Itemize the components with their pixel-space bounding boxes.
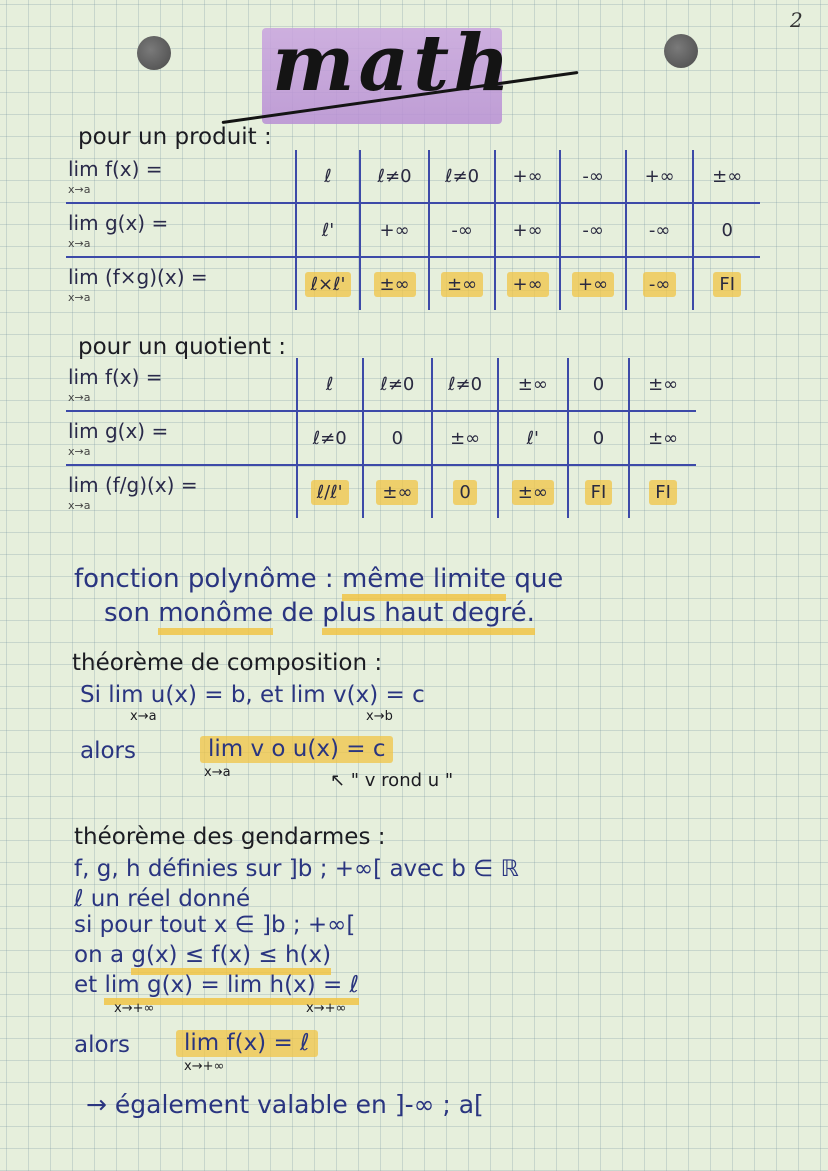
binder-hole-left bbox=[137, 36, 171, 70]
polynome-text: que bbox=[514, 564, 564, 594]
gendarmes-line-6-label: alors bbox=[74, 1032, 130, 1058]
composition-sub-a: x→a bbox=[130, 709, 157, 724]
table-cell: FI bbox=[568, 465, 630, 518]
quotient-table bbox=[66, 358, 696, 518]
table-cell: ±∞ bbox=[693, 150, 760, 203]
table-cell: ±∞ bbox=[360, 257, 430, 310]
gendarmes-line-7: → également valable en ]-∞ ; a[ bbox=[86, 1090, 484, 1119]
table-cell: -∞ bbox=[626, 257, 694, 310]
composition-result: lim v o u(x) = c bbox=[200, 736, 393, 763]
product-table bbox=[66, 150, 760, 310]
table-cell: ℓ≠0 bbox=[432, 358, 498, 411]
row-label: lim f(x) = x→a bbox=[66, 150, 296, 203]
composition-line-1: Si lim u(x) = b, et lim v(x) = c bbox=[80, 682, 425, 708]
composition-note: ↖ " v rond u " bbox=[330, 770, 454, 791]
table-cell: +∞ bbox=[495, 150, 561, 203]
table-cell: 0 bbox=[693, 203, 760, 257]
table-cell: 0 bbox=[363, 411, 433, 465]
table-row bbox=[66, 203, 760, 257]
table-cell: 0 bbox=[432, 465, 498, 518]
table-cell: +∞ bbox=[495, 203, 561, 257]
table-cell: ℓ' bbox=[498, 411, 568, 465]
table-cell: ℓ×ℓ' bbox=[296, 257, 359, 310]
table-cell: ±∞ bbox=[498, 465, 568, 518]
gendarmes-sub-b: x→+∞ bbox=[306, 1001, 347, 1016]
table-cell: 0 bbox=[568, 358, 630, 411]
polynome-text: son bbox=[104, 598, 150, 628]
table-cell: +∞ bbox=[495, 257, 561, 310]
table-cell: ±∞ bbox=[629, 358, 696, 411]
gendarmes-result: lim f(x) = ℓ bbox=[176, 1030, 318, 1057]
table-cell: -∞ bbox=[560, 150, 626, 203]
table-cell: FI bbox=[693, 257, 760, 310]
table-cell: ±∞ bbox=[363, 465, 433, 518]
table-cell: ℓ bbox=[297, 358, 363, 411]
table-cell: 0 bbox=[568, 411, 630, 465]
row-label: lim (f/g)(x) = x→a bbox=[68, 472, 198, 512]
table-cell: ℓ≠0 bbox=[360, 150, 430, 203]
table-cell: FI bbox=[629, 465, 696, 518]
composition-heading: théorème de composition : bbox=[72, 650, 383, 676]
table-cell: ℓ' bbox=[296, 203, 359, 257]
table-cell: -∞ bbox=[429, 203, 495, 257]
polynome-highlight: plus haut degré. bbox=[322, 598, 535, 635]
table-cell: ℓ≠0 bbox=[429, 150, 495, 203]
page-title: math bbox=[272, 18, 514, 109]
table-cell: ℓ≠0 bbox=[297, 411, 363, 465]
table-cell: ±∞ bbox=[429, 257, 495, 310]
gendarmes-text: et bbox=[74, 972, 98, 998]
composition-sub-c: x→a bbox=[204, 765, 231, 780]
gendarmes-line-3: si pour tout x ∈ ]b ; +∞[ bbox=[74, 912, 356, 938]
gendarmes-text: on a bbox=[74, 942, 125, 968]
table-cell: ±∞ bbox=[629, 411, 696, 465]
table-cell: -∞ bbox=[560, 203, 626, 257]
table-row bbox=[66, 465, 696, 518]
table-cell: ±∞ bbox=[498, 358, 568, 411]
table-cell: +∞ bbox=[360, 203, 430, 257]
product-heading: pour un produit : bbox=[78, 124, 272, 150]
polynome-text: fonction polynôme : bbox=[74, 564, 334, 594]
gendarmes-sub-c: x→+∞ bbox=[184, 1059, 225, 1074]
gendarmes-highlight: lim g(x) = lim h(x) = ℓ bbox=[104, 972, 359, 1005]
quotient-heading: pour un quotient : bbox=[78, 334, 286, 360]
table-cell: ℓ≠0 bbox=[363, 358, 433, 411]
gendarmes-line-5 bbox=[74, 974, 359, 997]
polynome-text: de bbox=[281, 598, 314, 628]
table-row bbox=[66, 358, 696, 411]
polynome-highlight: monôme bbox=[158, 598, 273, 635]
composition-sub-b: x→b bbox=[366, 709, 393, 724]
table-cell: +∞ bbox=[560, 257, 626, 310]
table-row bbox=[66, 150, 760, 203]
composition-line-2-label: alors bbox=[80, 738, 136, 764]
gendarmes-highlight: g(x) ≤ f(x) ≤ h(x) bbox=[131, 942, 331, 975]
table-cell: -∞ bbox=[626, 203, 694, 257]
table-cell: ℓ/ℓ' bbox=[297, 465, 363, 518]
row-label: lim g(x) = x→a bbox=[66, 203, 296, 257]
gendarmes-line-4 bbox=[74, 944, 331, 967]
gendarmes-line-2: ℓ un réel donné bbox=[74, 886, 251, 912]
table-cell: ℓ bbox=[296, 150, 359, 203]
table-row bbox=[66, 257, 760, 310]
row-label: lim (f×g)(x) = x→a bbox=[68, 264, 208, 304]
table-row bbox=[66, 411, 696, 465]
row-label: lim g(x) = x→a bbox=[66, 411, 297, 465]
gendarmes-sub-a: x→+∞ bbox=[114, 1001, 155, 1016]
polynome-line-2 bbox=[104, 600, 535, 626]
row-label: lim f(x) = x→a bbox=[66, 358, 297, 411]
polynome-highlight: même limite bbox=[342, 564, 506, 601]
gendarmes-line-1: f, g, h définies sur ]b ; +∞[ avec b ∈ ℝ bbox=[74, 856, 519, 882]
binder-hole-right bbox=[664, 34, 698, 68]
table-cell: +∞ bbox=[626, 150, 694, 203]
table-cell: ±∞ bbox=[432, 411, 498, 465]
polynome-line-1 bbox=[74, 566, 563, 592]
gendarmes-heading: théorème des gendarmes : bbox=[74, 824, 386, 850]
page-number: 2 bbox=[790, 8, 803, 32]
